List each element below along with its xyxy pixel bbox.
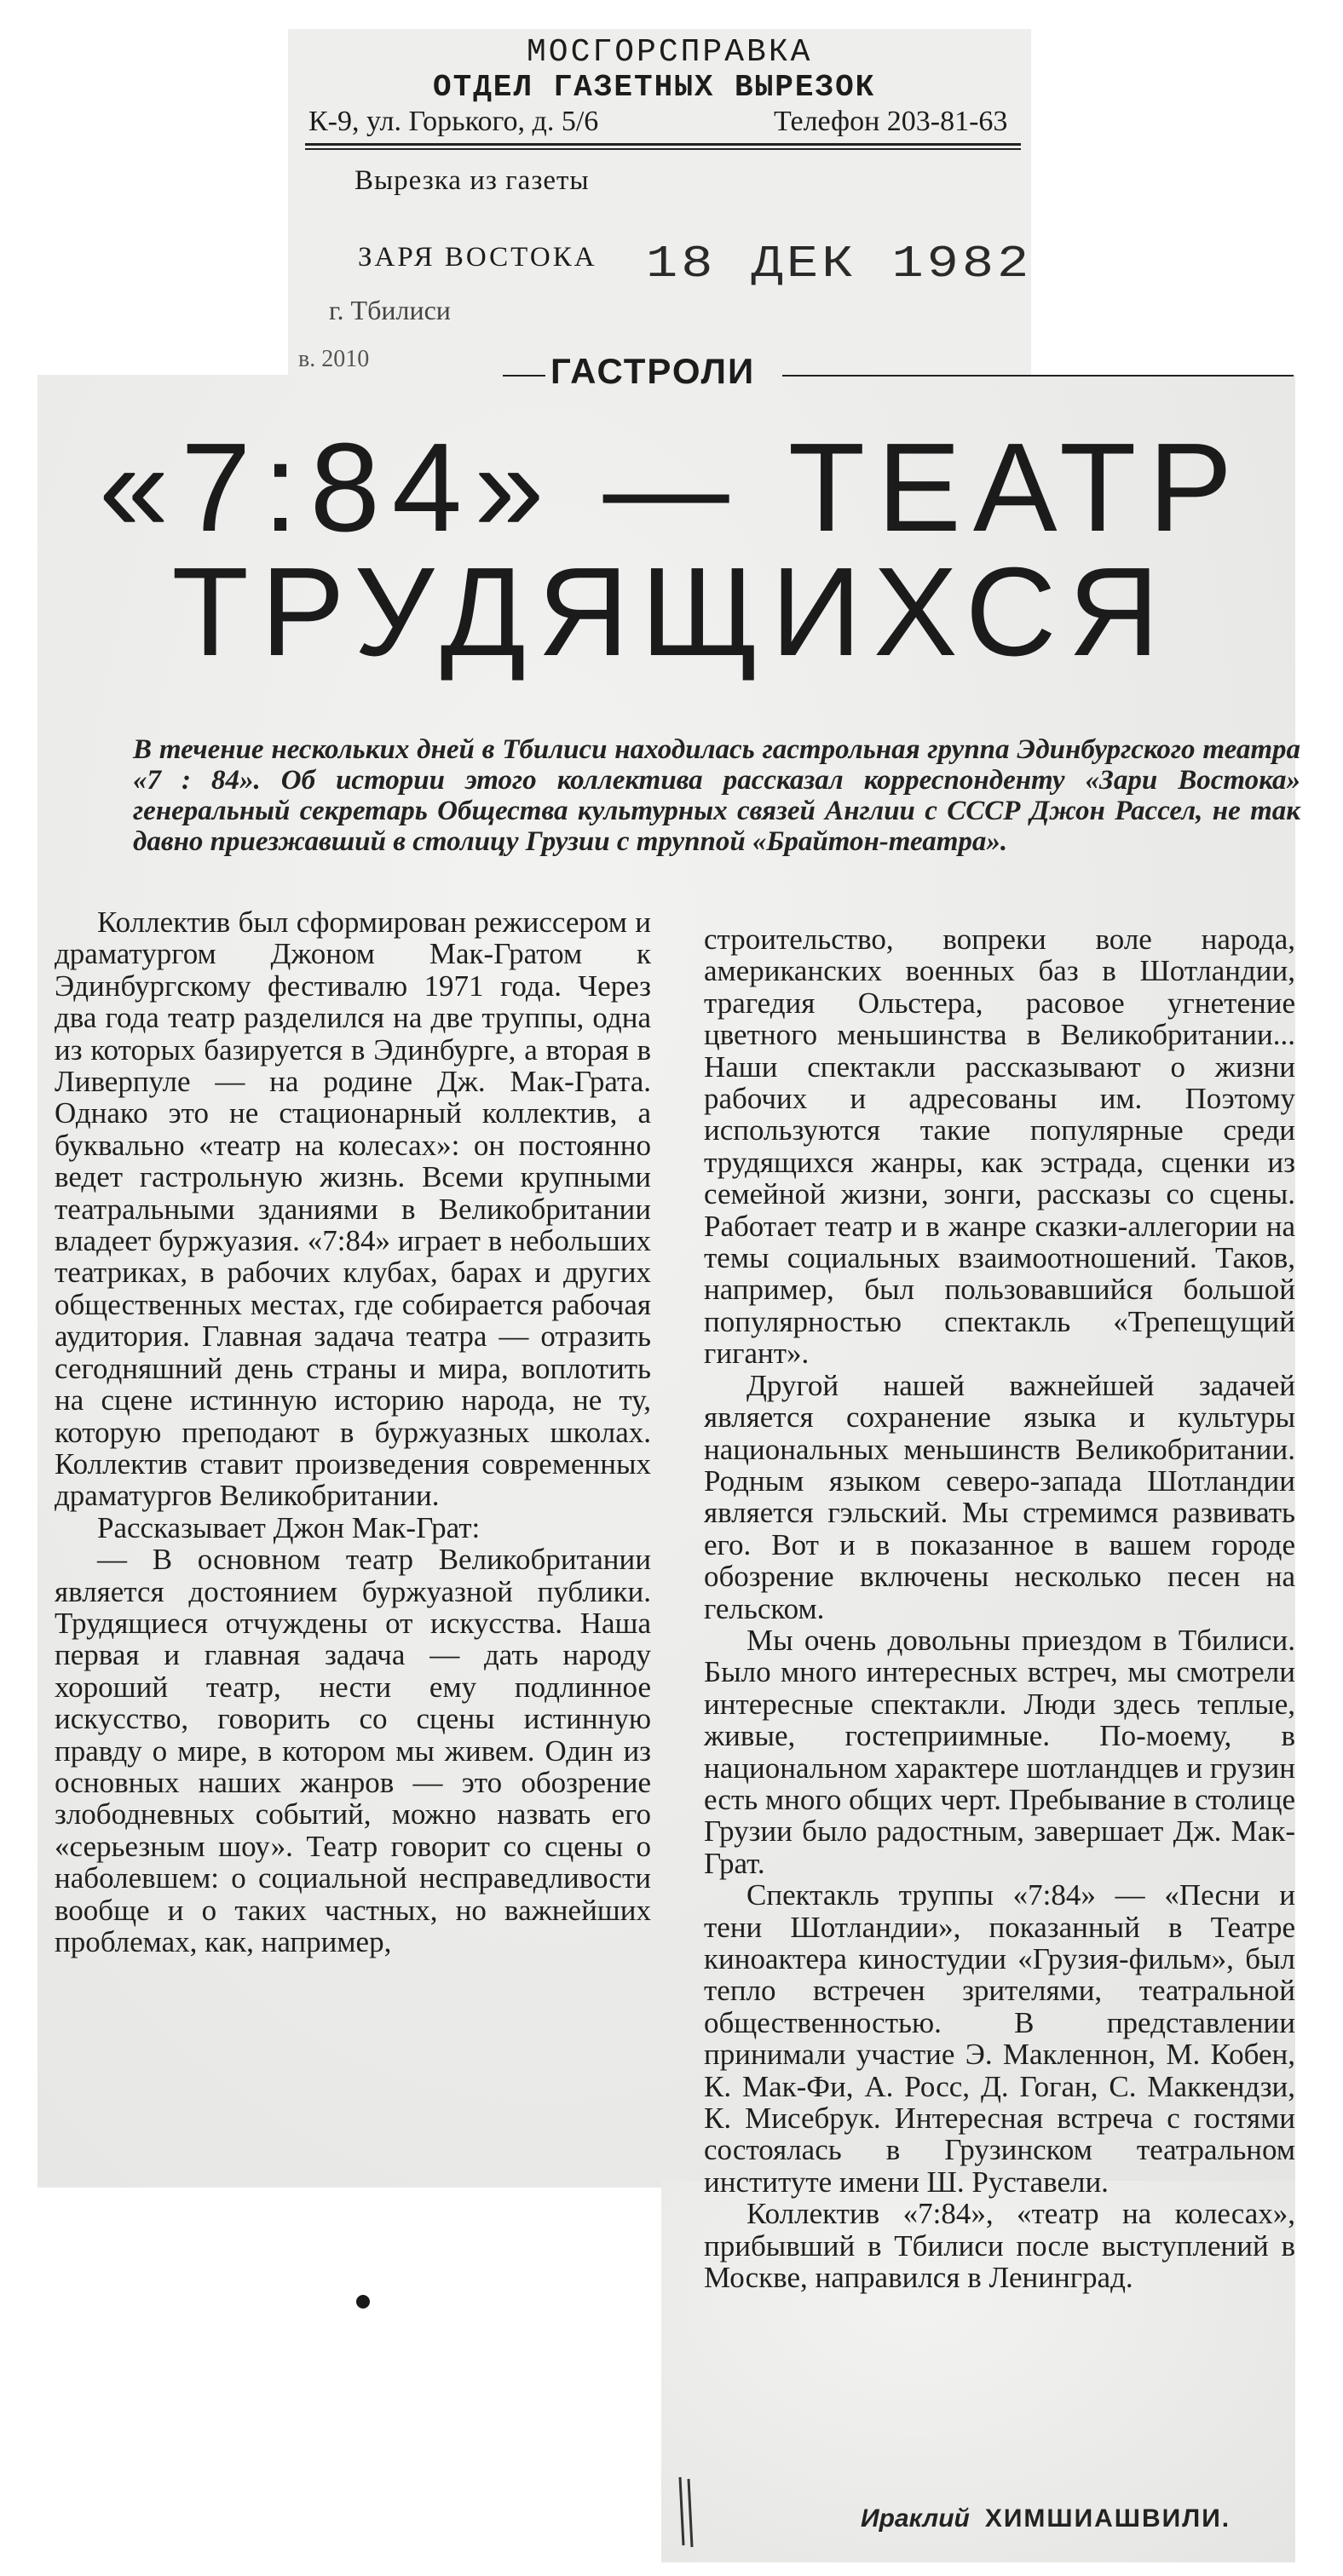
rubric-rule-left — [503, 375, 545, 377]
author-surname: ХИМШИАШВИЛИ. — [984, 2504, 1231, 2533]
paragraph: Рассказывает Джон Мак-Грат: — [97, 1510, 481, 1544]
clipping-label: Вырезка из газеты — [354, 165, 590, 196]
paragraph: Мы очень довольны приездом в Тбилиси. Было много интересных встреч, мы смотрели интересные спектакли. Люди здесь теплые, живые, гостеприимные. По-моему, в национальном характере шотландцев и грузин есть много общих черт. Пребывание в столице Грузии было радостным, завершает Дж. Мак-Грат. — [704, 1623, 1295, 1880]
paragraph: Другой нашей важнейшей задачей является сохранение языка и культуры национальных меньшинств Великобритании. Родным языком северо-запада Шотландии является гэльский. Мы стремимся развивать его. Вот и в показанное в вашем городе обозрение включены несколько песен на гельском. — [704, 1368, 1295, 1625]
author-first-name: Ираклий — [861, 2504, 970, 2533]
paragraph: — В основном театр Великобритании является достоянием буржуазной публики. Трудящиеся отчуждены от искусства. Наша первая и главная задача — дать народу хороший театр, нести ему подлинное искусство, говорить со сцены истинную правду о мире, в котором мы живем. Один из основных наших жанров — это обозрение злободневных событий, можно назвать его «серьезным шоу». Театр говорит со сцены о наболевшем: о социальной несправедливости вообще и о таких частных, но важнейших проблемах, как, например, — [55, 1543, 651, 1958]
city-label: г. Тбилиси — [329, 295, 451, 325]
right-column — [704, 923, 1295, 2293]
ink-dot — [356, 2295, 370, 2309]
pen-mark-icon — [673, 2469, 707, 2554]
newspaper-name: ЗАРЯ ВОСТОКА — [358, 242, 597, 273]
left-column — [55, 906, 651, 1958]
headline-line-2: ТРУДЯЩИХСЯ — [171, 542, 1172, 682]
agency-phone: Телефон 203-81-63 — [774, 106, 1008, 137]
author-signature — [861, 2504, 1231, 2533]
article-lead: В течение нескольких дней в Тбилиси находилась гастрольная группа Эдинбургского театра «7 : 84». Об истории этого коллектива рассказал корреспонденту «Зари Востока» генеральный секретарь Общества культурных связей Англии с СССР Джон Рассел, не так давно приезжавший в столицу Грузии с труппой «Брайтон-театра». — [133, 734, 1300, 857]
paragraph: строительство, вопреки воле народа, американских военных баз в Шотландии, трагедия Ольстера, расовое угнетение цветного меньшинства в Великобритании... Наши спектакли рассказывают о жизни рабочих и адресованы им. Поэтому используются такие популярные среди трудящихся жанры, как эстрада, сценки из семейной жизни, зонги, рассказы со сцены. Работает театр и в жанре сказки-аллегории на темы социальных взаимоотношений. Таков, например, был пользовавшийся большой популярностью спектакль «Трепещущий гигант». — [704, 923, 1295, 1371]
department-name: ОТДЕЛ ГАЗЕТНЫХ ВЫРЕЗОК — [433, 70, 876, 105]
paragraph: Коллектив «7:84», «театр на колесах», прибывший в Тбилиси после выступлений в Москве, направился в Ленинград. — [704, 2197, 1295, 2295]
rubric-label: ГАСТРОЛИ — [550, 351, 756, 391]
issue-number: в. 2010 — [298, 346, 370, 372]
agency-name: МОСГОРСПРАВКА — [527, 34, 813, 71]
agency-address: К-9, ул. Горького, д. 5/6 — [308, 106, 599, 137]
paragraph: Спектакль труппы «7:84» — «Песни и тени Шотландии», показанный в Театре киноактера киностудии «Грузия-фильм», был тепло встречен зрителями, театральной общественностью. В представлении принимали участие Э. Макленнон, М. Кобен, К. Мак-Фи, А. Росс, Д. Гоган, С. Маккендзи, К. Мисебрук. Интересная встреча с гостями состоялась в Грузинском театральном институте имени Ш. Руставели. — [704, 1878, 1295, 2199]
clipping-service-stamp — [288, 29, 1031, 377]
headline-line-1: «7:84» — ТЕАТР — [98, 417, 1245, 558]
date-stamp: 18 ДЕК 1982 — [646, 239, 1033, 290]
rubric-rule-right — [782, 375, 1294, 377]
stamp-divider — [305, 143, 1021, 146]
stamp-divider-thin — [305, 148, 1021, 150]
paragraph: Коллектив был сформирован режиссером и драматургом Джоном Мак-Гратом к Эдинбургскому фестивалю 1971 года. Через два года театр разделился на две труппы, одна из которых базируется в Эдинбурге, а вторая в Ливерпуле — на родине Дж. Мак-Грата. Однако это не стационарный коллектив, а буквально «театр на колесах»: он постоянно ведет гастрольную жизнь. Всеми крупными театральными зданиями в Великобритании владеет буржуазия. «7:84» играет в небольших театриках, в рабочих клубах, барах и других общественных местах, где собирается рабочая аудитория. Главная задача театра — отразить сегодняшний день страны и мира, воплотить на сцене истинную историю народа, не ту, которую преподают в буржуазных школах. Коллектив ставит произведения современных драматургов Великобритании. — [55, 906, 651, 1513]
